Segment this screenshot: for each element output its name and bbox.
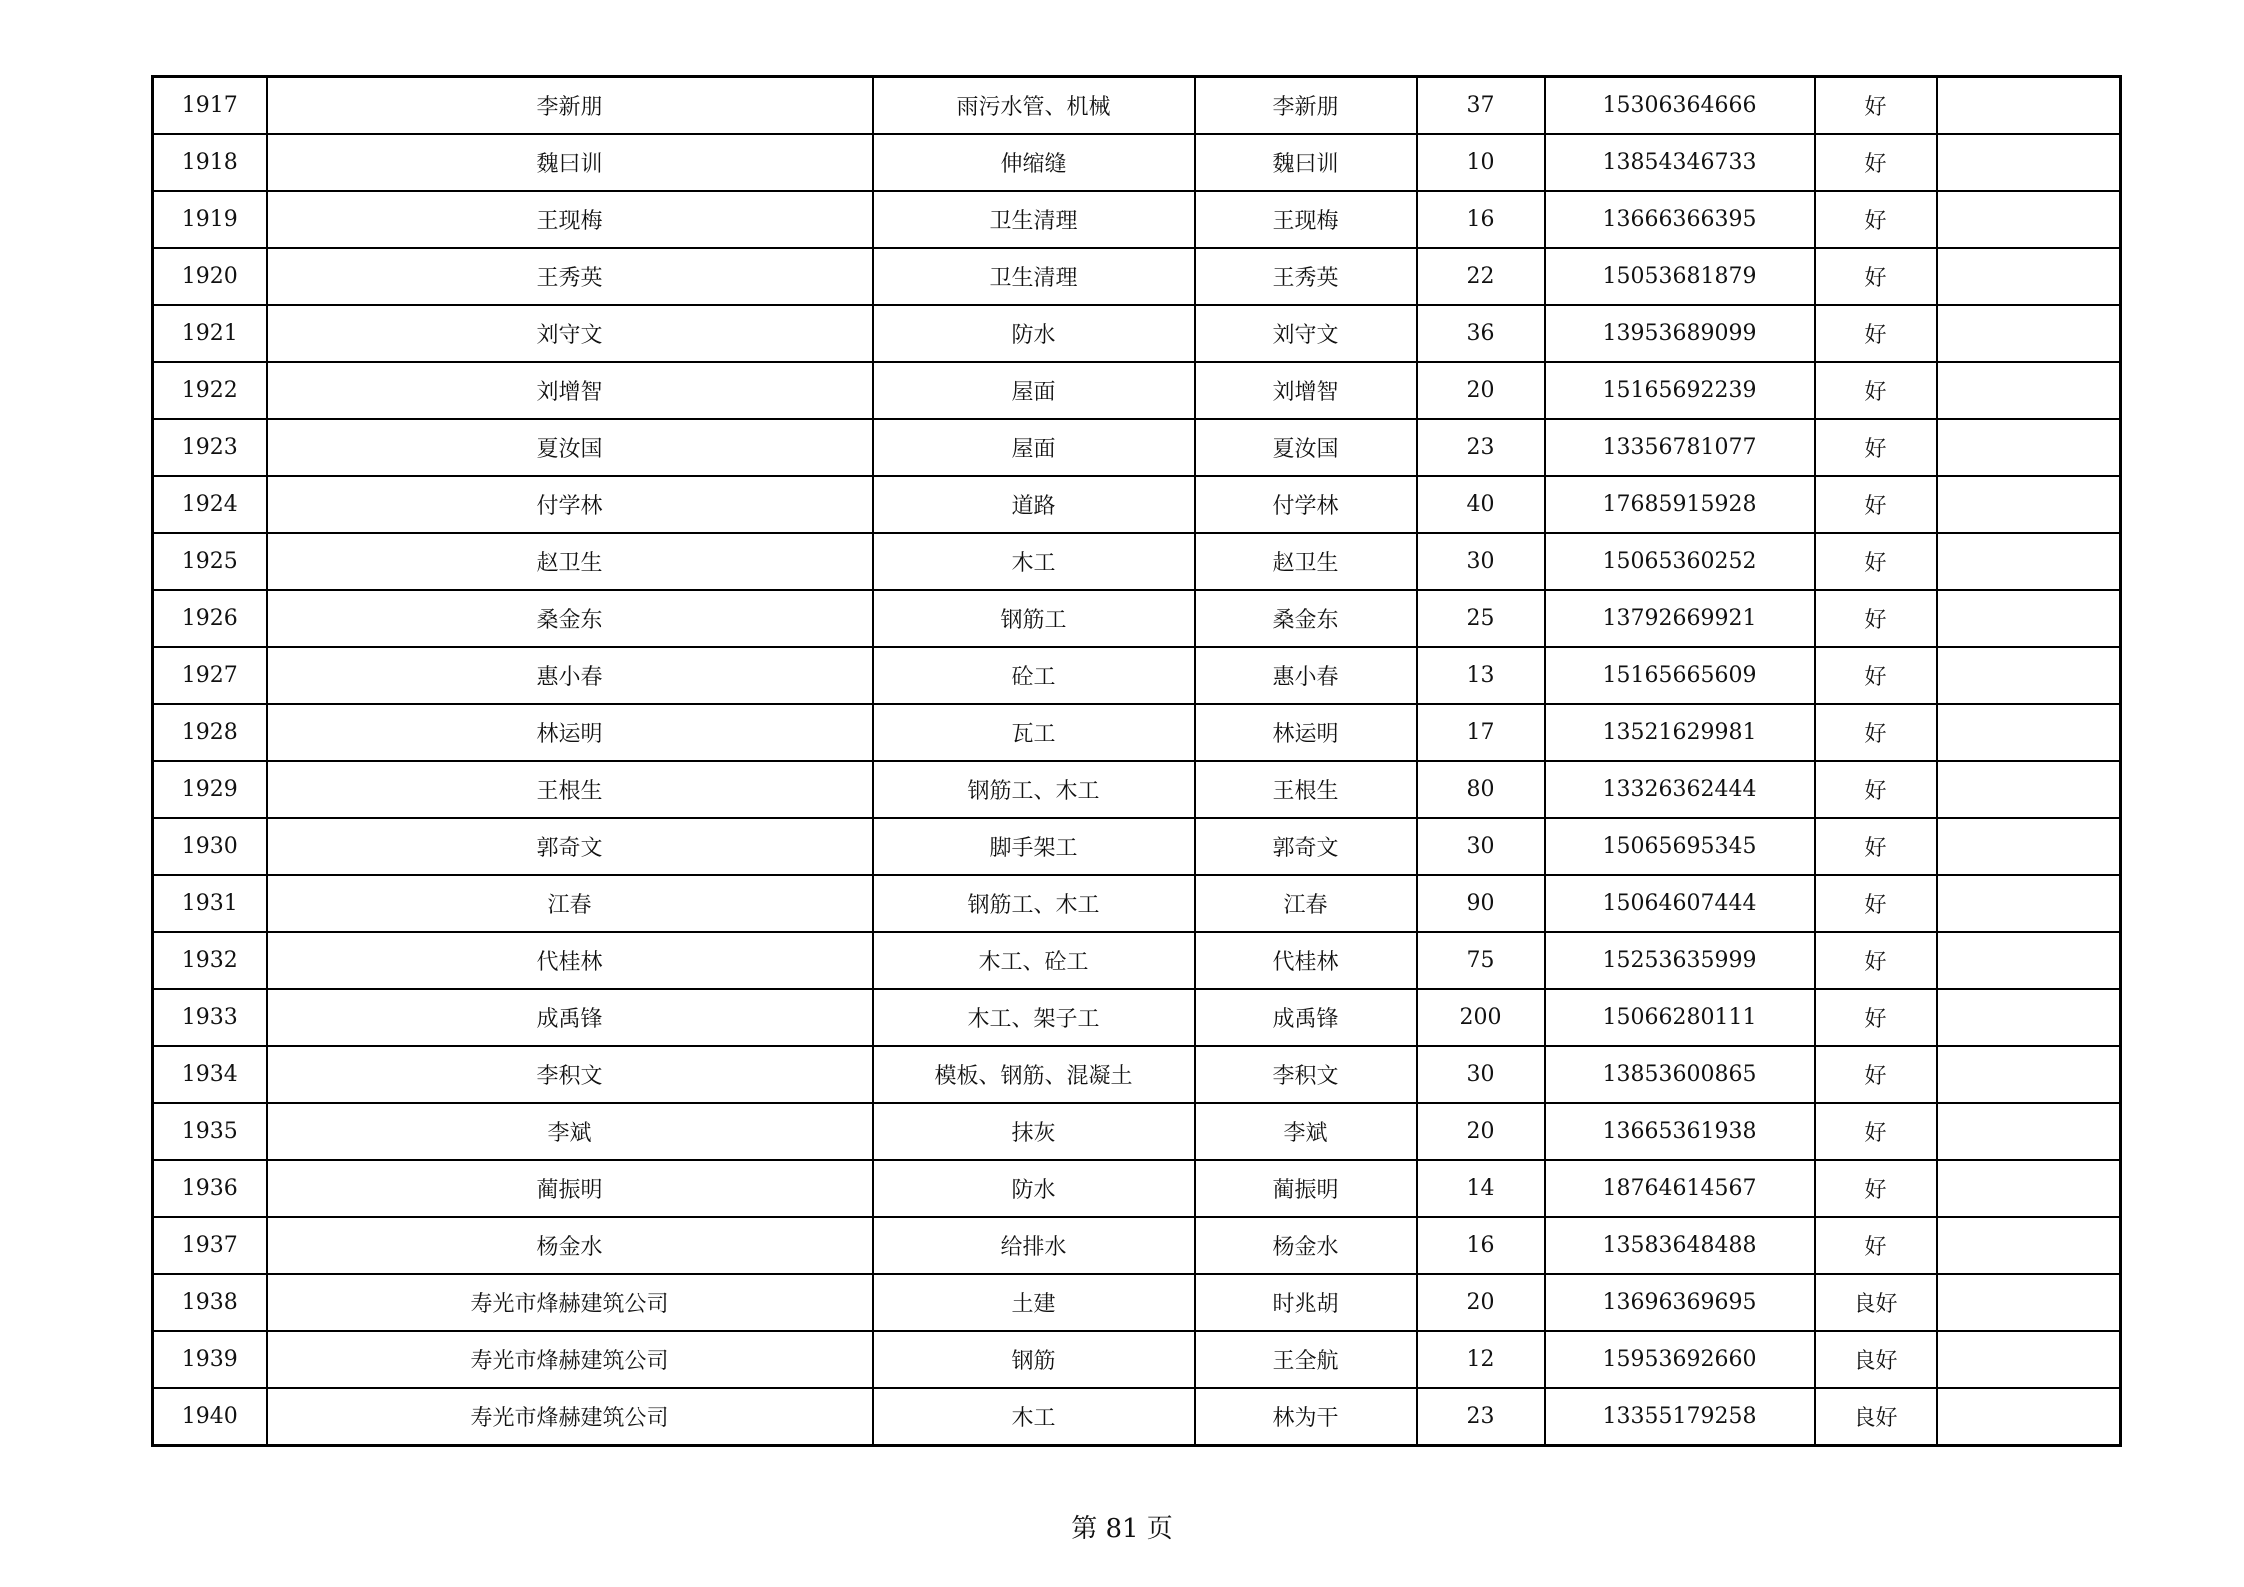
phone-number-cell: 15953692660 <box>1545 1331 1815 1388</box>
phone-number-cell: 13792669921 <box>1545 590 1815 647</box>
contact-person-cell: 林为干 <box>1195 1388 1417 1446</box>
remarks-cell <box>1937 533 2121 590</box>
row-number-cell: 1928 <box>153 704 267 761</box>
remarks-cell <box>1937 875 2121 932</box>
table-row <box>153 704 2121 761</box>
phone-number-cell: 13953689099 <box>1545 305 1815 362</box>
unit-name-cell: 江春 <box>267 875 873 932</box>
remarks-cell <box>1937 647 2121 704</box>
phone-number-cell: 15165665609 <box>1545 647 1815 704</box>
row-number-cell: 1918 <box>153 134 267 191</box>
phone-number-cell: 15165692239 <box>1545 362 1815 419</box>
worker-count-cell: 36 <box>1417 305 1545 362</box>
row-number-cell: 1932 <box>153 932 267 989</box>
rating-cell: 好 <box>1815 1217 1937 1274</box>
unit-name-cell: 成禹锋 <box>267 989 873 1046</box>
worker-count-cell: 22 <box>1417 248 1545 305</box>
rating-cell: 良好 <box>1815 1388 1937 1446</box>
worker-count-cell: 37 <box>1417 77 1545 135</box>
rating-cell: 好 <box>1815 476 1937 533</box>
contact-person-cell: 江春 <box>1195 875 1417 932</box>
work-type-cell: 给排水 <box>873 1217 1195 1274</box>
table-row <box>153 761 2121 818</box>
worker-count-cell: 23 <box>1417 1388 1545 1446</box>
contact-person-cell: 赵卫生 <box>1195 533 1417 590</box>
table-row <box>153 305 2121 362</box>
unit-name-cell: 王现梅 <box>267 191 873 248</box>
phone-number-cell: 13854346733 <box>1545 134 1815 191</box>
phone-number-cell: 18764614567 <box>1545 1160 1815 1217</box>
row-number-cell: 1933 <box>153 989 267 1046</box>
row-number-cell: 1934 <box>153 1046 267 1103</box>
rating-cell: 良好 <box>1815 1331 1937 1388</box>
table-row <box>153 533 2121 590</box>
table-row <box>153 875 2121 932</box>
remarks-cell <box>1937 191 2121 248</box>
table-row <box>153 248 2121 305</box>
worker-count-cell: 17 <box>1417 704 1545 761</box>
table-row <box>153 647 2121 704</box>
row-number-cell: 1924 <box>153 476 267 533</box>
worker-count-cell: 13 <box>1417 647 1545 704</box>
page-number: 第 81 页 <box>1071 1514 1173 1544</box>
work-type-cell: 土建 <box>873 1274 1195 1331</box>
contact-person-cell: 刘守文 <box>1195 305 1417 362</box>
contact-person-cell: 杨金水 <box>1195 1217 1417 1274</box>
contact-person-cell: 刘增智 <box>1195 362 1417 419</box>
unit-name-cell: 寿光市烽赫建筑公司 <box>267 1274 873 1331</box>
worker-count-cell: 30 <box>1417 533 1545 590</box>
worker-count-cell: 200 <box>1417 989 1545 1046</box>
phone-number-cell: 13583648488 <box>1545 1217 1815 1274</box>
rating-cell: 好 <box>1815 647 1937 704</box>
row-number-cell: 1922 <box>153 362 267 419</box>
rating-cell: 好 <box>1815 533 1937 590</box>
contact-person-cell: 王现梅 <box>1195 191 1417 248</box>
worker-count-cell: 25 <box>1417 590 1545 647</box>
worker-count-cell: 16 <box>1417 191 1545 248</box>
work-type-cell: 雨污水管、机械 <box>873 77 1195 135</box>
worker-count-cell: 20 <box>1417 1103 1545 1160</box>
unit-name-cell: 刘增智 <box>267 362 873 419</box>
worker-count-cell: 12 <box>1417 1331 1545 1388</box>
work-type-cell: 砼工 <box>873 647 1195 704</box>
rating-cell: 好 <box>1815 134 1937 191</box>
rating-cell: 好 <box>1815 761 1937 818</box>
row-number-cell: 1919 <box>153 191 267 248</box>
remarks-cell <box>1937 305 2121 362</box>
table-row <box>153 1388 2121 1446</box>
remarks-cell <box>1937 1217 2121 1274</box>
remarks-cell <box>1937 1388 2121 1446</box>
contact-person-cell: 王根生 <box>1195 761 1417 818</box>
contact-person-cell: 林运明 <box>1195 704 1417 761</box>
contact-person-cell: 郭奇文 <box>1195 818 1417 875</box>
work-type-cell: 抹灰 <box>873 1103 1195 1160</box>
row-number-cell: 1917 <box>153 77 267 135</box>
unit-name-cell: 蔺振明 <box>267 1160 873 1217</box>
row-number-cell: 1938 <box>153 1274 267 1331</box>
remarks-cell <box>1937 248 2121 305</box>
contact-person-cell: 付学林 <box>1195 476 1417 533</box>
phone-number-cell: 15065695345 <box>1545 818 1815 875</box>
remarks-cell <box>1937 1046 2121 1103</box>
worker-count-cell: 40 <box>1417 476 1545 533</box>
worker-count-cell: 16 <box>1417 1217 1545 1274</box>
phone-number-cell: 13696369695 <box>1545 1274 1815 1331</box>
rating-cell: 好 <box>1815 1103 1937 1160</box>
rating-cell: 好 <box>1815 191 1937 248</box>
contact-person-cell: 王全航 <box>1195 1331 1417 1388</box>
unit-name-cell: 王秀英 <box>267 248 873 305</box>
unit-name-cell: 郭奇文 <box>267 818 873 875</box>
rating-cell: 好 <box>1815 419 1937 476</box>
work-type-cell: 瓦工 <box>873 704 1195 761</box>
row-number-cell: 1926 <box>153 590 267 647</box>
table-row <box>153 1274 2121 1331</box>
phone-number-cell: 13521629981 <box>1545 704 1815 761</box>
row-number-cell: 1921 <box>153 305 267 362</box>
rating-cell: 好 <box>1815 77 1937 135</box>
contact-person-cell: 惠小春 <box>1195 647 1417 704</box>
remarks-cell <box>1937 362 2121 419</box>
phone-number-cell: 15253635999 <box>1545 932 1815 989</box>
worker-count-cell: 20 <box>1417 362 1545 419</box>
phone-number-cell: 15064607444 <box>1545 875 1815 932</box>
remarks-cell <box>1937 590 2121 647</box>
remarks-cell <box>1937 476 2121 533</box>
work-type-cell: 钢筋工、木工 <box>873 875 1195 932</box>
unit-name-cell: 赵卫生 <box>267 533 873 590</box>
work-type-cell: 道路 <box>873 476 1195 533</box>
table-row <box>153 191 2121 248</box>
rating-cell: 好 <box>1815 590 1937 647</box>
rating-cell: 好 <box>1815 818 1937 875</box>
rating-cell: 好 <box>1815 989 1937 1046</box>
unit-name-cell: 王根生 <box>267 761 873 818</box>
row-number-cell: 1937 <box>153 1217 267 1274</box>
rating-cell: 好 <box>1815 305 1937 362</box>
phone-number-cell: 15306364666 <box>1545 77 1815 135</box>
table-body <box>153 77 2121 1446</box>
worker-count-cell: 20 <box>1417 1274 1545 1331</box>
table-row <box>153 77 2121 135</box>
table-row <box>153 932 2121 989</box>
phone-number-cell: 13665361938 <box>1545 1103 1815 1160</box>
phone-number-cell: 17685915928 <box>1545 476 1815 533</box>
unit-name-cell: 付学林 <box>267 476 873 533</box>
rating-cell: 好 <box>1815 875 1937 932</box>
row-number-cell: 1920 <box>153 248 267 305</box>
work-type-cell: 钢筋工 <box>873 590 1195 647</box>
unit-name-cell: 代桂林 <box>267 932 873 989</box>
row-number-cell: 1936 <box>153 1160 267 1217</box>
table-row <box>153 476 2121 533</box>
unit-name-cell: 李新朋 <box>267 77 873 135</box>
contact-person-cell: 李积文 <box>1195 1046 1417 1103</box>
rating-cell: 好 <box>1815 932 1937 989</box>
unit-name-cell: 李斌 <box>267 1103 873 1160</box>
rating-cell: 良好 <box>1815 1274 1937 1331</box>
rating-cell: 好 <box>1815 1046 1937 1103</box>
worker-count-cell: 80 <box>1417 761 1545 818</box>
work-type-cell: 钢筋 <box>873 1331 1195 1388</box>
worker-count-cell: 30 <box>1417 818 1545 875</box>
remarks-cell <box>1937 77 2121 135</box>
remarks-cell <box>1937 704 2121 761</box>
table-row <box>153 362 2121 419</box>
contractor-table <box>151 75 2122 1447</box>
table-row <box>153 1160 2121 1217</box>
row-number-cell: 1931 <box>153 875 267 932</box>
unit-name-cell: 李积文 <box>267 1046 873 1103</box>
work-type-cell: 脚手架工 <box>873 818 1195 875</box>
row-number-cell: 1927 <box>153 647 267 704</box>
unit-name-cell: 魏曰训 <box>267 134 873 191</box>
row-number-cell: 1940 <box>153 1388 267 1446</box>
unit-name-cell: 刘守文 <box>267 305 873 362</box>
remarks-cell <box>1937 1274 2121 1331</box>
table-row <box>153 1217 2121 1274</box>
work-type-cell: 卫生清理 <box>873 191 1195 248</box>
rating-cell: 好 <box>1815 1160 1937 1217</box>
row-number-cell: 1925 <box>153 533 267 590</box>
table-row <box>153 1103 2121 1160</box>
table-row <box>153 818 2121 875</box>
remarks-cell <box>1937 1160 2121 1217</box>
worker-count-cell: 10 <box>1417 134 1545 191</box>
worker-count-cell: 90 <box>1417 875 1545 932</box>
work-type-cell: 防水 <box>873 1160 1195 1217</box>
remarks-cell <box>1937 1331 2121 1388</box>
row-number-cell: 1935 <box>153 1103 267 1160</box>
contact-person-cell: 李斌 <box>1195 1103 1417 1160</box>
work-type-cell: 屋面 <box>873 419 1195 476</box>
worker-count-cell: 75 <box>1417 932 1545 989</box>
unit-name-cell: 寿光市烽赫建筑公司 <box>267 1331 873 1388</box>
worker-count-cell: 30 <box>1417 1046 1545 1103</box>
work-type-cell: 木工 <box>873 533 1195 590</box>
work-type-cell: 钢筋工、木工 <box>873 761 1195 818</box>
phone-number-cell: 15065360252 <box>1545 533 1815 590</box>
row-number-cell: 1930 <box>153 818 267 875</box>
phone-number-cell: 13356781077 <box>1545 419 1815 476</box>
contact-person-cell: 李新朋 <box>1195 77 1417 135</box>
remarks-cell <box>1937 1103 2121 1160</box>
contact-person-cell: 时兆胡 <box>1195 1274 1417 1331</box>
phone-number-cell: 13853600865 <box>1545 1046 1815 1103</box>
unit-name-cell: 寿光市烽赫建筑公司 <box>267 1388 873 1446</box>
table-row <box>153 989 2121 1046</box>
work-type-cell: 木工 <box>873 1388 1195 1446</box>
work-type-cell: 屋面 <box>873 362 1195 419</box>
remarks-cell <box>1937 932 2121 989</box>
phone-number-cell: 13326362444 <box>1545 761 1815 818</box>
contact-person-cell: 桑金东 <box>1195 590 1417 647</box>
remarks-cell <box>1937 818 2121 875</box>
unit-name-cell: 惠小春 <box>267 647 873 704</box>
contact-person-cell: 代桂林 <box>1195 932 1417 989</box>
remarks-cell <box>1937 134 2121 191</box>
unit-name-cell: 桑金东 <box>267 590 873 647</box>
table-row <box>153 1331 2121 1388</box>
contact-person-cell: 王秀英 <box>1195 248 1417 305</box>
unit-name-cell: 杨金水 <box>267 1217 873 1274</box>
table-row <box>153 1046 2121 1103</box>
remarks-cell <box>1937 989 2121 1046</box>
contact-person-cell: 夏汝国 <box>1195 419 1417 476</box>
work-type-cell: 伸缩缝 <box>873 134 1195 191</box>
remarks-cell <box>1937 761 2121 818</box>
work-type-cell: 模板、钢筋、混凝土 <box>873 1046 1195 1103</box>
worker-count-cell: 14 <box>1417 1160 1545 1217</box>
table-row <box>153 590 2121 647</box>
table-row <box>153 134 2121 191</box>
unit-name-cell: 林运明 <box>267 704 873 761</box>
contact-person-cell: 蔺振明 <box>1195 1160 1417 1217</box>
work-type-cell: 防水 <box>873 305 1195 362</box>
rating-cell: 好 <box>1815 248 1937 305</box>
phone-number-cell: 13355179258 <box>1545 1388 1815 1446</box>
rating-cell: 好 <box>1815 362 1937 419</box>
phone-number-cell: 15053681879 <box>1545 248 1815 305</box>
worker-count-cell: 23 <box>1417 419 1545 476</box>
work-type-cell: 木工、砼工 <box>873 932 1195 989</box>
phone-number-cell: 13666366395 <box>1545 191 1815 248</box>
contact-person-cell: 魏曰训 <box>1195 134 1417 191</box>
work-type-cell: 卫生清理 <box>873 248 1195 305</box>
row-number-cell: 1929 <box>153 761 267 818</box>
phone-number-cell: 15066280111 <box>1545 989 1815 1046</box>
row-number-cell: 1939 <box>153 1331 267 1388</box>
unit-name-cell: 夏汝国 <box>267 419 873 476</box>
work-type-cell: 木工、架子工 <box>873 989 1195 1046</box>
rating-cell: 好 <box>1815 704 1937 761</box>
remarks-cell <box>1937 419 2121 476</box>
row-number-cell: 1923 <box>153 419 267 476</box>
table-row <box>153 419 2121 476</box>
contact-person-cell: 成禹锋 <box>1195 989 1417 1046</box>
